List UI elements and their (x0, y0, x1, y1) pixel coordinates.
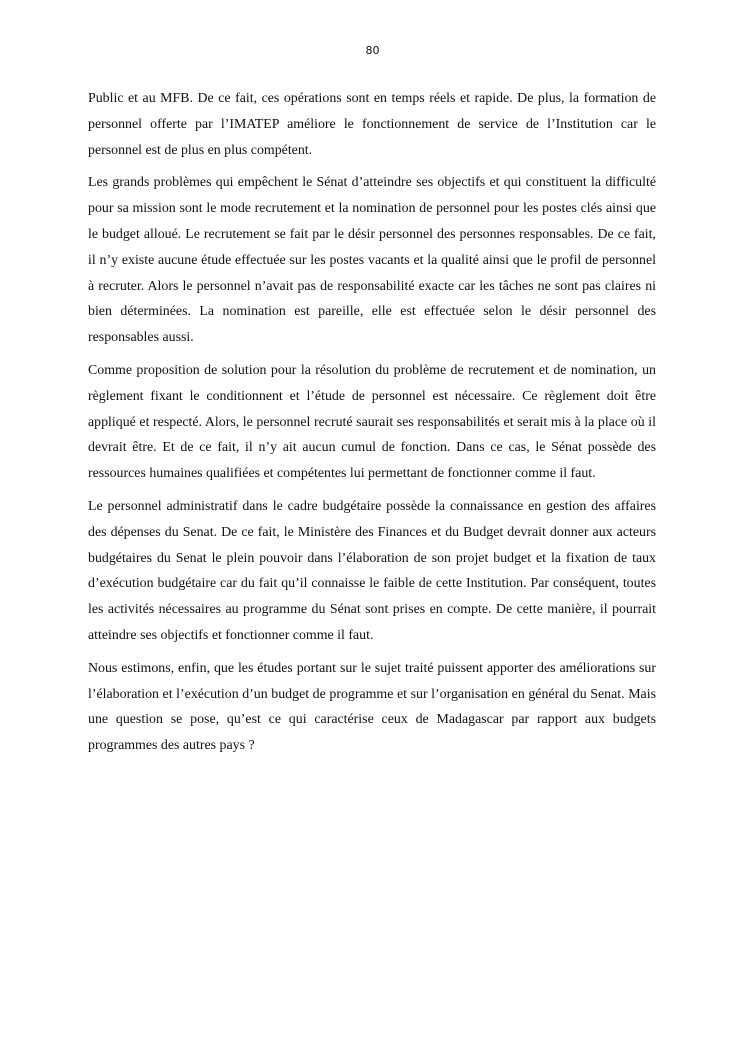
paragraph-5: Nous estimons, enfin, que les études portant sur le sujet traité puissent apporter des améliorations sur l’élaboration et l’exécution d’un budget de programme et sur l’organisation en général du Senat. Mais une question se pose, qu’est ce qui caractérise ceux de Madagascar par rapport aux budgets programmes des autres pays ? (88, 660, 656, 754)
paragraph-3: Comme proposition de solution pour la résolution du problème de recrutement et de nomination, un règlement fixant le conditionnent et l’étude de personnel est nécessaire. Ce règlement doit être appliqué et respecté. Alors, le personnel recruté saurait ses responsabilités et serait mis à la place où il devrait être. Et de ce fait, il n’y ait aucun cumul de fonction. Dans ce cas, le Sénat possède des ressources humaines qualifiées et compétentes lui permettant de fonctionner comme il faut. (88, 362, 656, 482)
paragraph-4: Le personnel administratif dans le cadre budgétaire possède la connaissance en gestion des affaires des dépenses du Senat. De ce fait, le Ministère des Finances et du Budget devrait donner aux acteurs budgétaires du Senat le plein pouvoir dans l’élaboration de son projet budget et la fixation de taux d’exécution budgétaire car du fait qu’il connaisse le faible de cette Institution. Par conséquent, toutes les activités nécessaires au programme du Sénat sont prises en compte. De cette manière, il pourrait atteindre ses objectifs et fonctionner comme il faut. (88, 498, 656, 643)
paragraph-1: Public et au MFB. De ce fait, ces opérations sont en temps réels et rapide. De plus, la formation de personnel offerte par l’IMATEP améliore le fonctionnement de service de l’Institution car le personnel est de plus en plus compétent. (88, 91, 656, 158)
page-number: 80 (365, 44, 380, 57)
document-body (88, 86, 656, 766)
paragraph-2: Les grands problèmes qui empêchent le Sénat d’atteindre ses objectifs et qui constituent la difficulté pour sa mission sont le mode recrutement et la nomination de personnel pour les postes clés ainsi que le budget alloué. Le recrutement se fait par le désir personnel des personnes responsables. De ce fait, il n’y existe aucune étude effectuée sur les postes vacants et la qualité ainsi que le profil de personnel à recruter. Alors le personnel n’avait pas de responsabilité exacte car les tâches ne sont pas claires ni bien déterminées. La nomination est pareille, elle est effectuée selon le désir personnel des responsables aussi. (88, 175, 656, 346)
